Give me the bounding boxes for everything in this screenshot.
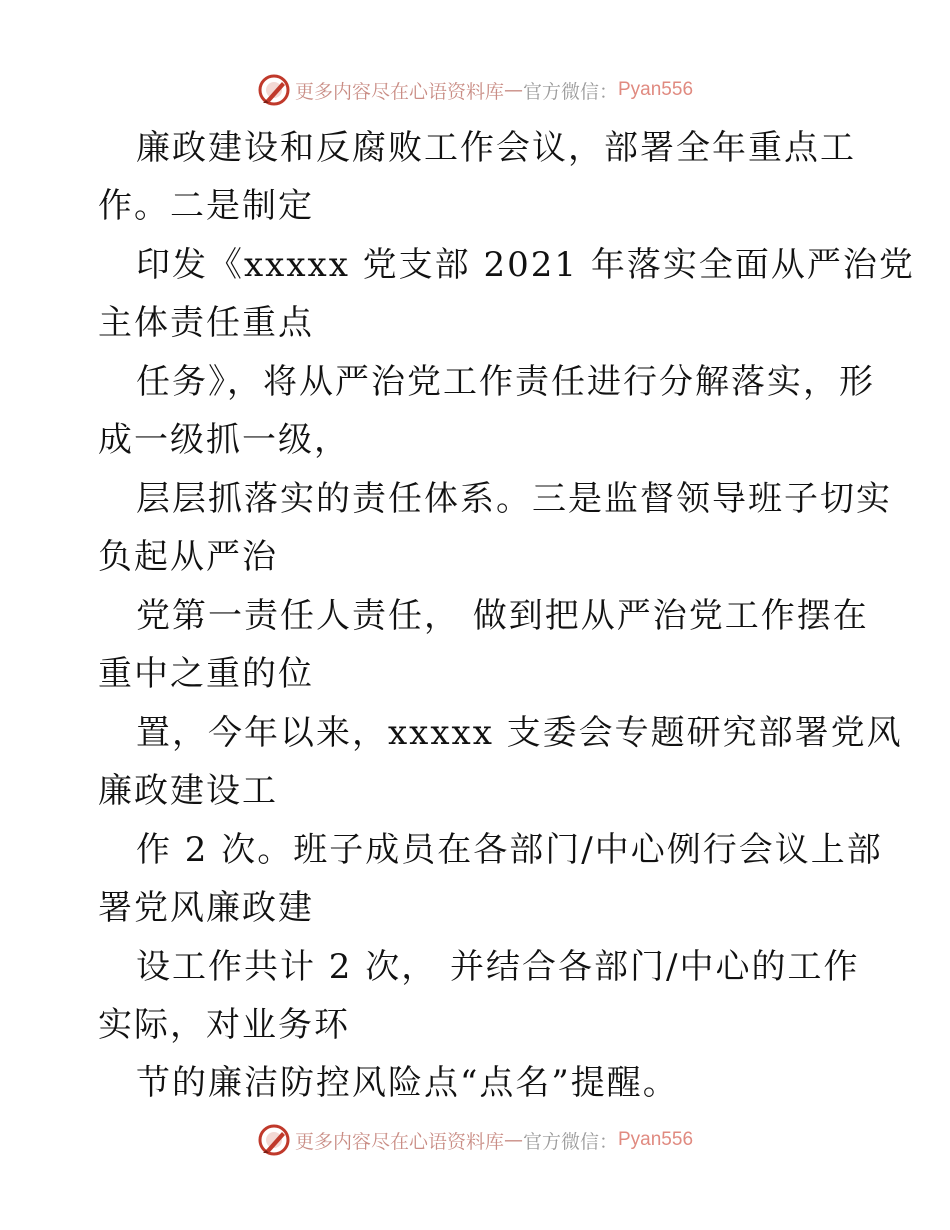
banner-separator: — xyxy=(503,79,523,101)
banner-label: 官方微信： xyxy=(522,80,618,103)
text-line: 党第一责任人责任， 做到把从严治党工作摆在 xyxy=(136,596,869,636)
banner-main-text: 更多内容尽在心语资料库 xyxy=(294,1130,504,1153)
banner-label: 官方微信： xyxy=(522,1130,618,1153)
text-line: 廉政建设和反腐败工作会议，部署全年重点工 xyxy=(136,128,856,168)
banner-wechat-id: Pyan556 xyxy=(618,1129,694,1150)
text-line: 设工作共计 2 次， 并结合各部门/中心的工作 xyxy=(136,947,860,987)
pen-logo-icon xyxy=(257,1123,291,1157)
banner-separator: — xyxy=(503,1129,523,1151)
text-line: 节的廉洁防控风险点“点名”提醒。 xyxy=(136,1063,679,1103)
text-line: 作 2 次。班子成员在各部门/中心例行会议上部 xyxy=(136,830,883,870)
text-line: 实际，对业务环 xyxy=(98,1005,350,1045)
banner-main-text: 更多内容尽在心语资料库 xyxy=(294,80,504,103)
footer-watermark-banner xyxy=(0,1120,950,1160)
text-line: 印发《xxxxx 党支部 2021 年落实全面从严治党 xyxy=(136,245,915,285)
banner-wechat-id: Pyan556 xyxy=(618,79,694,100)
text-line: 任务》，将从严治党工作责任进行分解落实，形 xyxy=(136,362,875,402)
text-line: 重中之重的位 xyxy=(98,654,314,694)
text-line: 廉政建设工 xyxy=(98,771,278,811)
text-line: 成一级抓一级， xyxy=(98,420,350,460)
text-line: 负起从严治 xyxy=(98,537,278,577)
text-line: 署党风廉政建 xyxy=(98,888,314,928)
text-line: 层层抓落实的责任体系。三是监督领导班子切实 xyxy=(136,479,892,519)
text-line: 作。二是制定 xyxy=(98,186,314,226)
text-line: 置，今年以来，xxxxx 支委会专题研究部署党风 xyxy=(136,713,903,753)
text-line: 主体责任重点 xyxy=(98,303,314,343)
